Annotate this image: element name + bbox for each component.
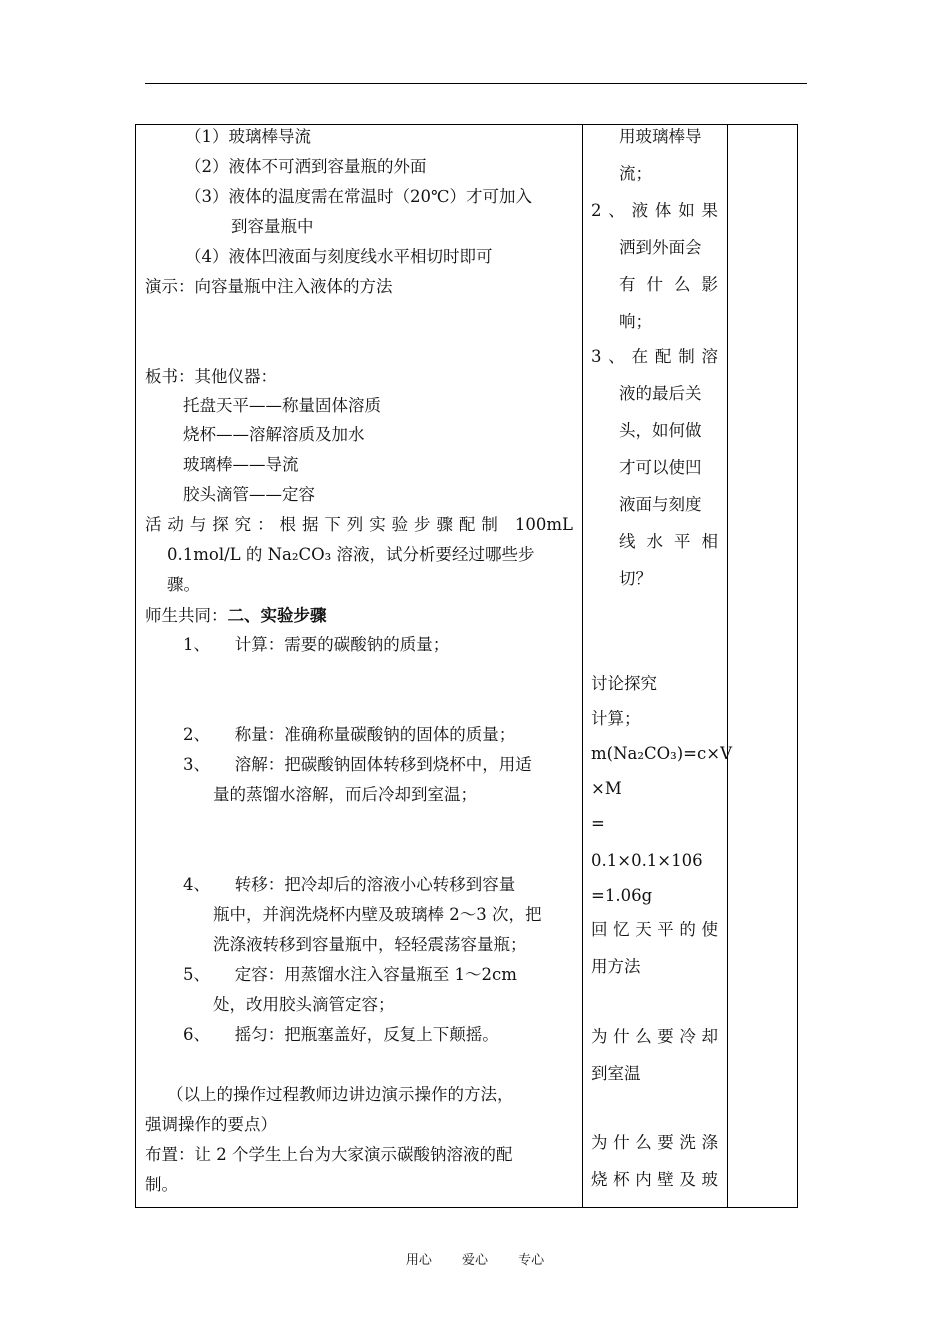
step-3-line-2: 量的蒸馏水溶解，而后冷却到室温； bbox=[213, 785, 477, 804]
point-2: （2）液体不可洒到容量瓶的外面 bbox=[185, 157, 427, 176]
column-divider-1 bbox=[582, 125, 583, 1207]
page-footer bbox=[0, 1249, 950, 1268]
balance-line-2: 用方法 bbox=[591, 957, 641, 976]
cooling-line-2: 到室温 bbox=[591, 1064, 641, 1083]
question-3-line-4: 才可以使凹 bbox=[619, 458, 702, 477]
activity-line-3: 骤。 bbox=[167, 575, 200, 594]
step-4-line-3: 洗涤液转移到容量瓶中，轻轻震荡容量瓶； bbox=[213, 935, 527, 954]
assignment-line-2: 制。 bbox=[145, 1175, 178, 1194]
question-3-line-5: 液面与刻度 bbox=[619, 495, 702, 514]
step-4-line-2: 瓶中，并润洗烧杯内壁及玻璃棒 2～3 次，把 bbox=[213, 905, 542, 924]
step-1: 1、 计算：需要的碳酸钠的质量； bbox=[183, 635, 450, 654]
instrument-3: 玻璃棒——导流 bbox=[183, 455, 299, 474]
discussion-heading: 讨论探究 bbox=[591, 674, 657, 693]
question-2-line-1: 2、液体如果 bbox=[591, 201, 718, 220]
section-title: 二、实验步骤 bbox=[227, 606, 327, 625]
calc-formula-2: ×M bbox=[591, 779, 622, 798]
calc-values: 0.1×0.1×106 bbox=[591, 851, 703, 870]
washing-line-1: 为什么要洗涤 bbox=[591, 1133, 718, 1152]
step-6: 6、 摇匀：把瓶塞盖好，反复上下颠摇。 bbox=[183, 1025, 499, 1044]
section-heading bbox=[145, 605, 327, 627]
note-line-2: 强调操作的要点） bbox=[145, 1115, 277, 1134]
calc-label: 计算； bbox=[591, 709, 641, 728]
activity-line-2: 0.1mol/L 的 Na₂CO₃ 溶液，试分析要经过哪些步 bbox=[167, 545, 535, 564]
calc-result: =1.06g bbox=[591, 886, 653, 905]
step-3-line-1: 3、 溶解：把碳酸钠固体转移到烧杯中，用适 bbox=[183, 755, 532, 774]
instrument-2: 烧杯——溶解溶质及加水 bbox=[183, 425, 365, 444]
board-heading: 板书：其他仪器： bbox=[145, 367, 277, 386]
demo-line: 演示：向容量瓶中注入液体的方法 bbox=[145, 277, 393, 296]
balance-line-1: 回忆天平的使 bbox=[591, 920, 718, 939]
question-1-line-1: 用玻璃棒导 bbox=[619, 127, 702, 146]
footer-item: 专心 bbox=[518, 1253, 545, 1268]
point-1: （1）玻璃棒导流 bbox=[185, 127, 311, 146]
point-4: （4）液体凹液面与刻度线水平相切时即可 bbox=[185, 247, 493, 266]
column-divider-2 bbox=[727, 125, 728, 1207]
footer-item: 用心 bbox=[405, 1253, 432, 1268]
assignment-line-1: 布置：让 2 个学生上台为大家演示碳酸钠溶液的配 bbox=[145, 1145, 513, 1164]
instrument-1: 托盘天平——称量固体溶质 bbox=[183, 396, 381, 415]
footer-item: 爱心 bbox=[461, 1253, 488, 1268]
question-2-line-3: 有什么影 bbox=[619, 275, 718, 294]
question-3-line-3: 头，如何做 bbox=[619, 421, 702, 440]
instrument-4: 胶头滴管——定容 bbox=[183, 485, 315, 504]
question-3-line-1: 3、在配制溶 bbox=[591, 347, 718, 366]
question-2-line-2: 洒到外面会 bbox=[619, 238, 702, 257]
question-3-line-7: 切？ bbox=[619, 569, 652, 588]
step-4-line-1: 4、 转移：把冷却后的溶液小心转移到容量 bbox=[183, 875, 516, 894]
question-2-line-4: 响； bbox=[619, 312, 652, 331]
step-5-line-2: 处，改用胶头滴管定容； bbox=[213, 995, 395, 1014]
calc-formula-1: m(Na₂CO₃)=c×V bbox=[591, 744, 732, 763]
cooling-line-1: 为什么要冷却 bbox=[591, 1027, 718, 1046]
calc-equals: = bbox=[591, 814, 605, 833]
step-2: 2、 称量：准确称量碳酸钠的固体的质量； bbox=[183, 725, 516, 744]
question-3-line-6: 线水平相 bbox=[619, 532, 718, 551]
question-1-line-2: 流； bbox=[619, 164, 652, 183]
washing-line-2: 烧杯内壁及玻 bbox=[591, 1170, 718, 1189]
note-line-1: （以上的操作过程教师边讲边演示操作的方法， bbox=[167, 1085, 514, 1104]
activity-line-1: 活动与探究：根据下列实验步骤配制 100mL bbox=[145, 515, 573, 534]
together-label: 师生共同： bbox=[145, 606, 228, 625]
header-rule bbox=[145, 83, 807, 84]
point-3-line-2: 到容量瓶中 bbox=[231, 217, 314, 236]
point-3-line-1: （3）液体的温度需在常温时（20℃）才可加入 bbox=[185, 187, 532, 206]
question-3-line-2: 液的最后关 bbox=[619, 384, 702, 403]
step-5-line-1: 5、 定容：用蒸馏水注入容量瓶至 1～2cm bbox=[183, 965, 517, 984]
